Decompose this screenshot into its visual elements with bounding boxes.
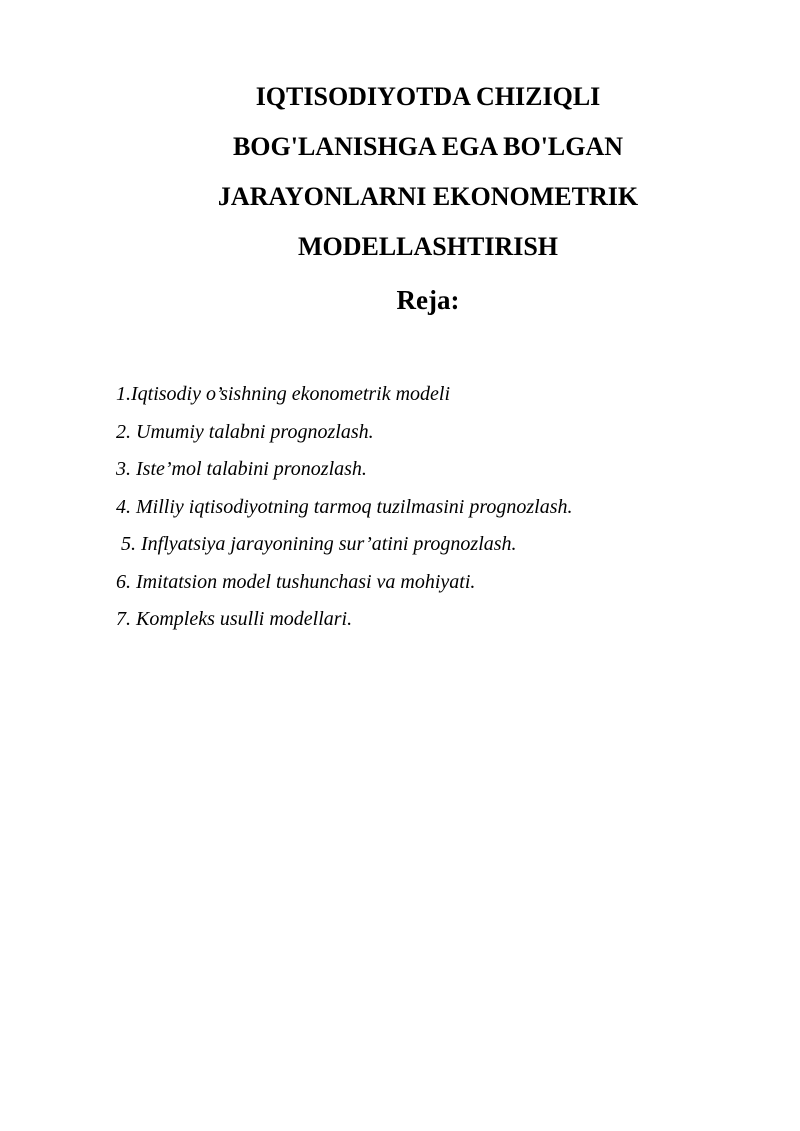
plan-item-6: 6. Imitatsion model tushunchasi va mohiyati. xyxy=(116,570,476,593)
plan-item-4: 4. Milliy iqtisodiyotning tarmoq tuzilmasini prognozlash. xyxy=(116,495,573,518)
title-line-2: BOG'LANISHGA EGA BO'LGAN xyxy=(232,132,624,161)
plan-item-1: 1.Iqtisodiy o’sishning ekonometrik modeli xyxy=(116,383,451,405)
title-line-4: MODELLASHTIRISH xyxy=(297,232,559,261)
plan-item-7: 7. Kompleks usulli modellari. xyxy=(116,608,353,630)
plan-list xyxy=(116,376,756,639)
document-title xyxy=(100,72,756,272)
plan-heading: Reja: xyxy=(396,285,460,315)
title-line-3: JARAYONLARNI EKONOMETRIK xyxy=(217,182,639,211)
plan-item-3: 3. Iste’mol talabini pronozlash. xyxy=(116,458,367,480)
plan-item-5: 5. Inflyatsiya jarayonining sur’atini prognozlash. xyxy=(116,533,517,555)
title-line-1: IQTISODIYOTDA CHIZIQLI xyxy=(255,82,601,111)
plan-item-2: 2. Umumiy talabni prognozlash. xyxy=(116,420,374,443)
